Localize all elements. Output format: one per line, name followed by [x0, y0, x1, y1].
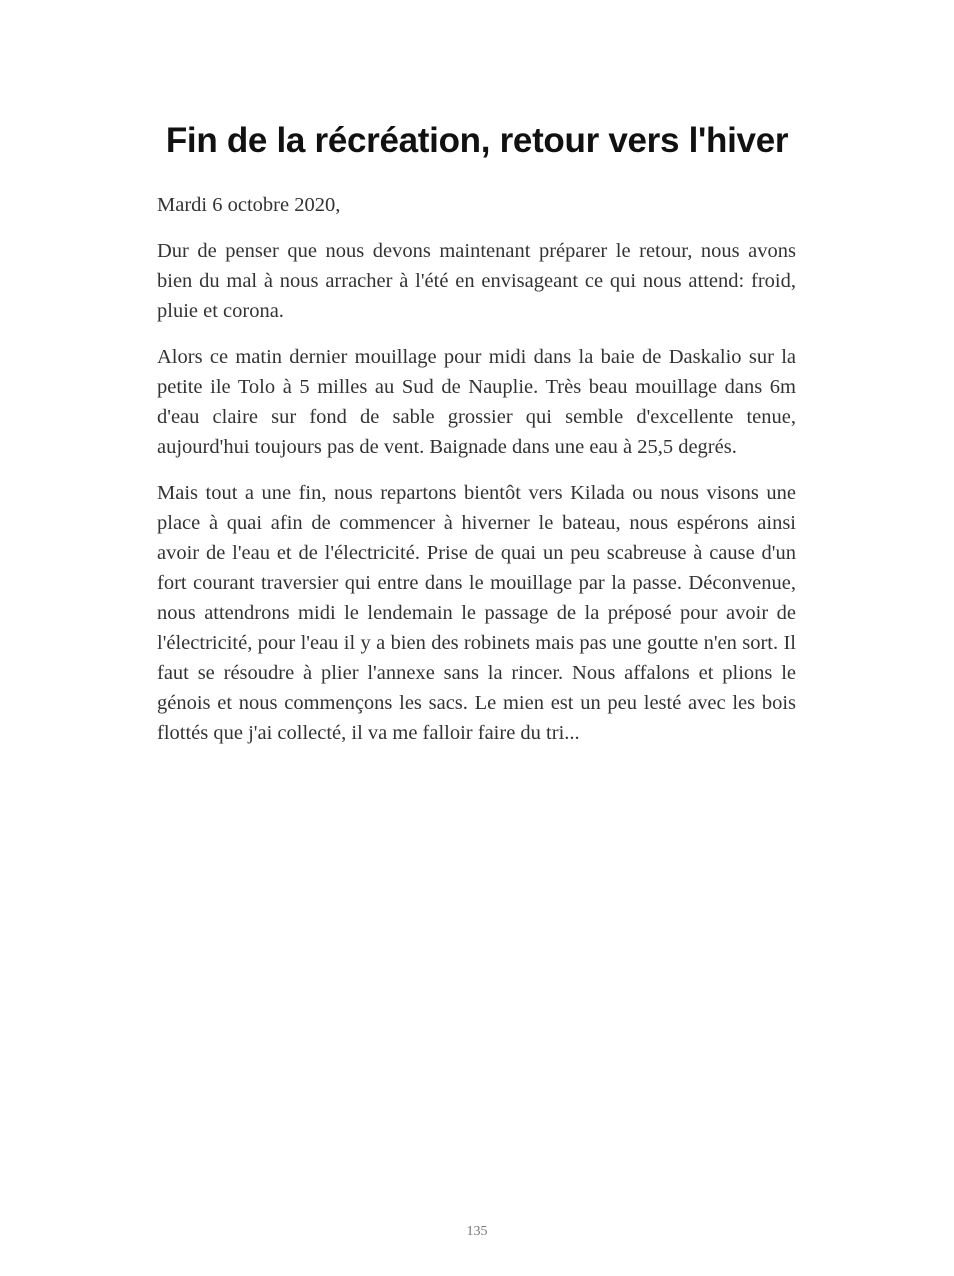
page-title: Fin de la récréation, retour vers l'hiver [165, 121, 789, 160]
page-number: 135 [466, 1224, 488, 1239]
paragraph-1: Dur de penser que nous devons maintenant préparer le retour, nous avons bien du mal à nous arracher à l'été en envisageant ce qui nous attend: froid, pluie et corona. [157, 240, 796, 322]
paragraph-3: Mais tout a une fin, nous repartons bientôt vers Kilada ou nous visons une place à quai afin de commencer à hiverner le bateau, nous espérons ainsi avoir de l'eau et de l'électricité. Prise de quai un peu scabreuse à cause d'un fort courant traversier qui entre dans le mouillage par la passe. Déconvenue, nous attendrons midi le lendemain le passage de la préposé pour avoir de l'électricité, pour l'eau il y a bien des robinets mais pas une goutte n'en sort. Il faut se résoudre à plier l'annexe sans la rincer. Nous affalons et plions le génois et nous commençons les sacs. Le mien est un peu lesté avec les bois flottés que j'ai collecté, il va me falloir faire du tri... [157, 482, 796, 744]
paragraph-2: Alors ce matin dernier mouillage pour midi dans la baie de Daskalio sur la petite ile Tolo à 5 milles au Sud de Nauplie. Très beau mouillage dans 6m d'eau claire sur fond de sable grossier qui semble d'excellente tenue, aujourd'hui toujours pas de vent. Baignade dans une eau à 25,5 degrés. [157, 346, 796, 458]
body-text [157, 190, 796, 764]
date-line: Mardi 6 octobre 2020, [157, 194, 341, 216]
